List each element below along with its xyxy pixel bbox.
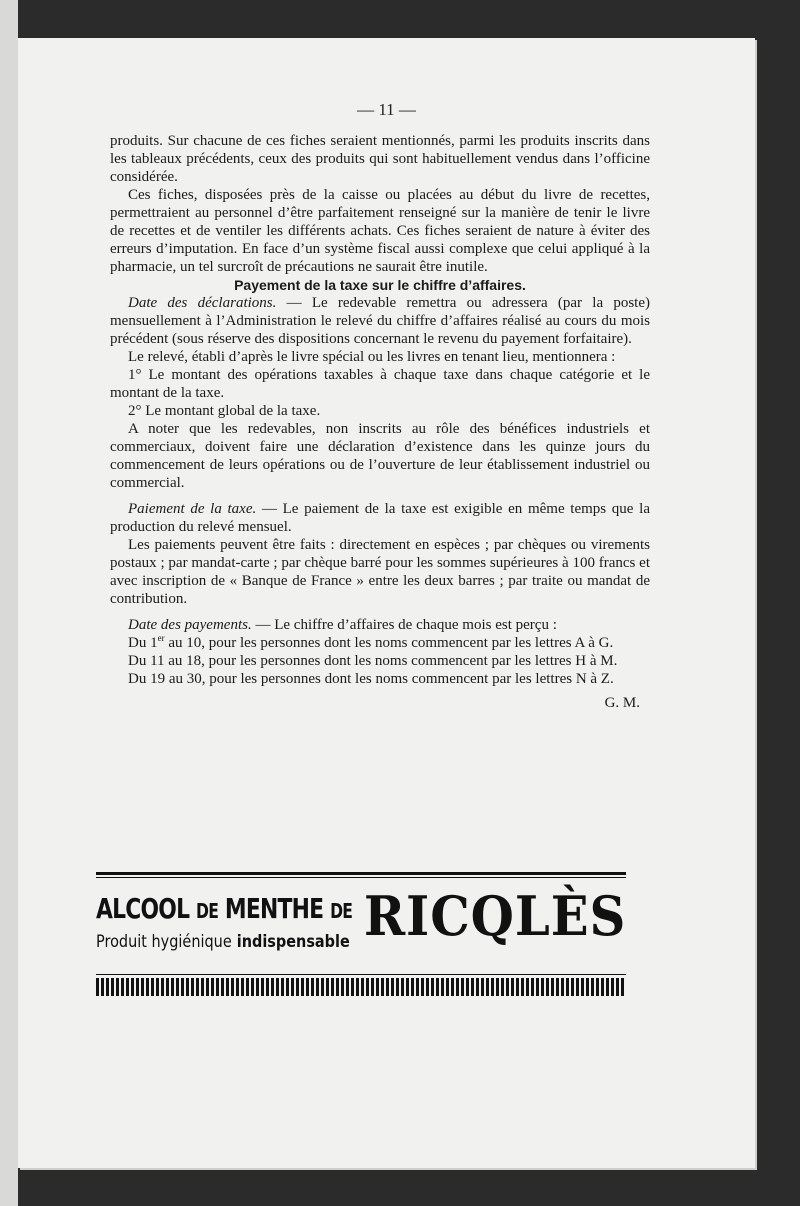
paiement-text: — Le paiement de la taxe est exigible en même temps que la production du relevé mensuel. xyxy=(110,501,650,535)
paragraph-products: produits. Sur chacune de ces fiches seraient mentionnés, parmi les produits inscrits dans les tableaux précédents, ceux des produits qui sont habituellement vendus dans l’officine considérée. xyxy=(110,133,650,185)
document-page xyxy=(18,38,755,1168)
ad-bottom-border xyxy=(96,974,626,996)
paragraph-fiches: Ces fiches, disposées près de la caisse ou placées au début du livre de recettes, permettraient au personnel d’être parfaitement renseigné sur la manière de tenir le livre de recettes et de ventiler les différents achats. Ces fiches seraient de nature à éviter des erreurs d’imputation. En face d’un système fiscal aussi complexe que celui appliqué à la pharmacie, un tel surcroît de précautions ne saurait être inutile. xyxy=(110,187,650,275)
ad-word-de: DE xyxy=(196,899,219,923)
section-title: Payement de la taxe sur le chiffre d’affaires. xyxy=(234,277,526,293)
paragraph-paiement xyxy=(110,500,650,536)
schedule-1-sup: er xyxy=(157,633,165,643)
list-item-1: 1° Le montant des opérations taxables à chaque taxe dans chaque catégorie et le montant de la taxe. xyxy=(110,367,650,401)
schedule-line-1 xyxy=(110,634,650,652)
payements-text: — Le chiffre d’affaires de chaque mois est perçu : xyxy=(251,617,557,633)
declarations-label: Date des déclarations. xyxy=(128,295,277,311)
paragraph-note: A noter que les redevables, non inscrits au rôle des bénéfices industriels et commerciaux, doivent faire une déclaration d’existence dans les quinze jours du commencement de leurs opérations ou de l’ouverture de leur établissement industriel ou commercial. xyxy=(110,421,650,491)
ad-decorative-stripes xyxy=(96,978,626,996)
ad-tagline xyxy=(96,932,350,952)
ad-content xyxy=(96,878,626,964)
ad-word-de-2: DE xyxy=(330,899,353,923)
schedule-line-3: Du 19 au 30, pour les personnes dont les noms commencent par les lettres N à Z. xyxy=(128,671,614,687)
page-number: — 11 — xyxy=(357,100,416,119)
body-text xyxy=(110,132,650,712)
ad-tagline-part1: Produit hygiénique xyxy=(96,932,232,952)
ad-word-alcool: ALCOOL xyxy=(96,892,190,925)
payements-label: Date des payements. xyxy=(128,617,252,633)
paragraph-releve: Le relevé, établi d’après le livre spécial ou les livres en tenant lieu, mentionnera : xyxy=(128,349,616,365)
schedule-line-2: Du 11 au 18, pour les personnes dont les noms commencent par les lettres H à M. xyxy=(128,653,618,669)
ad-brand-name: RICQLÈS xyxy=(363,884,626,948)
paragraph-payements xyxy=(110,616,650,634)
ad-product-name xyxy=(96,892,352,925)
ad-word-menthe: MENTHE xyxy=(224,892,324,925)
schedule-1-end: au 10, pour les personnes dont les noms commencent par les lettres A à G. xyxy=(164,635,614,651)
ad-bottom-rule xyxy=(96,974,626,975)
paragraph-modes: Les paiements peuvent être faits : directement en espèces ; par chèques ou virements postaux ; par mandat-carte ; par chèque barré pour les sommes supérieures à 100 francs et avec inscription de « Banque de France » entre les deux barres ; par traite ou mandat de contribution. xyxy=(110,537,650,607)
paiement-label: Paiement de la taxe. xyxy=(128,501,257,517)
ad-tagline-part2: indispensable xyxy=(236,932,350,952)
declarations-text: — Le redevable remettra ou adressera (par la poste) mensuellement à l’Administration le relevé du chiffre d’affaires réalisé au cours du mois précédent (sous réserve des dispositions concernant le revenu du payement forfaitaire). xyxy=(110,295,650,347)
schedule-1-start: Du 1 xyxy=(128,635,158,651)
signature: G. M. xyxy=(604,695,640,711)
ad-top-rule xyxy=(96,872,626,875)
advertisement xyxy=(96,872,626,996)
list-item-2: 2° Le montant global de la taxe. xyxy=(128,403,321,419)
paragraph-declarations xyxy=(110,294,650,348)
adjacent-page-edge xyxy=(0,0,18,1206)
